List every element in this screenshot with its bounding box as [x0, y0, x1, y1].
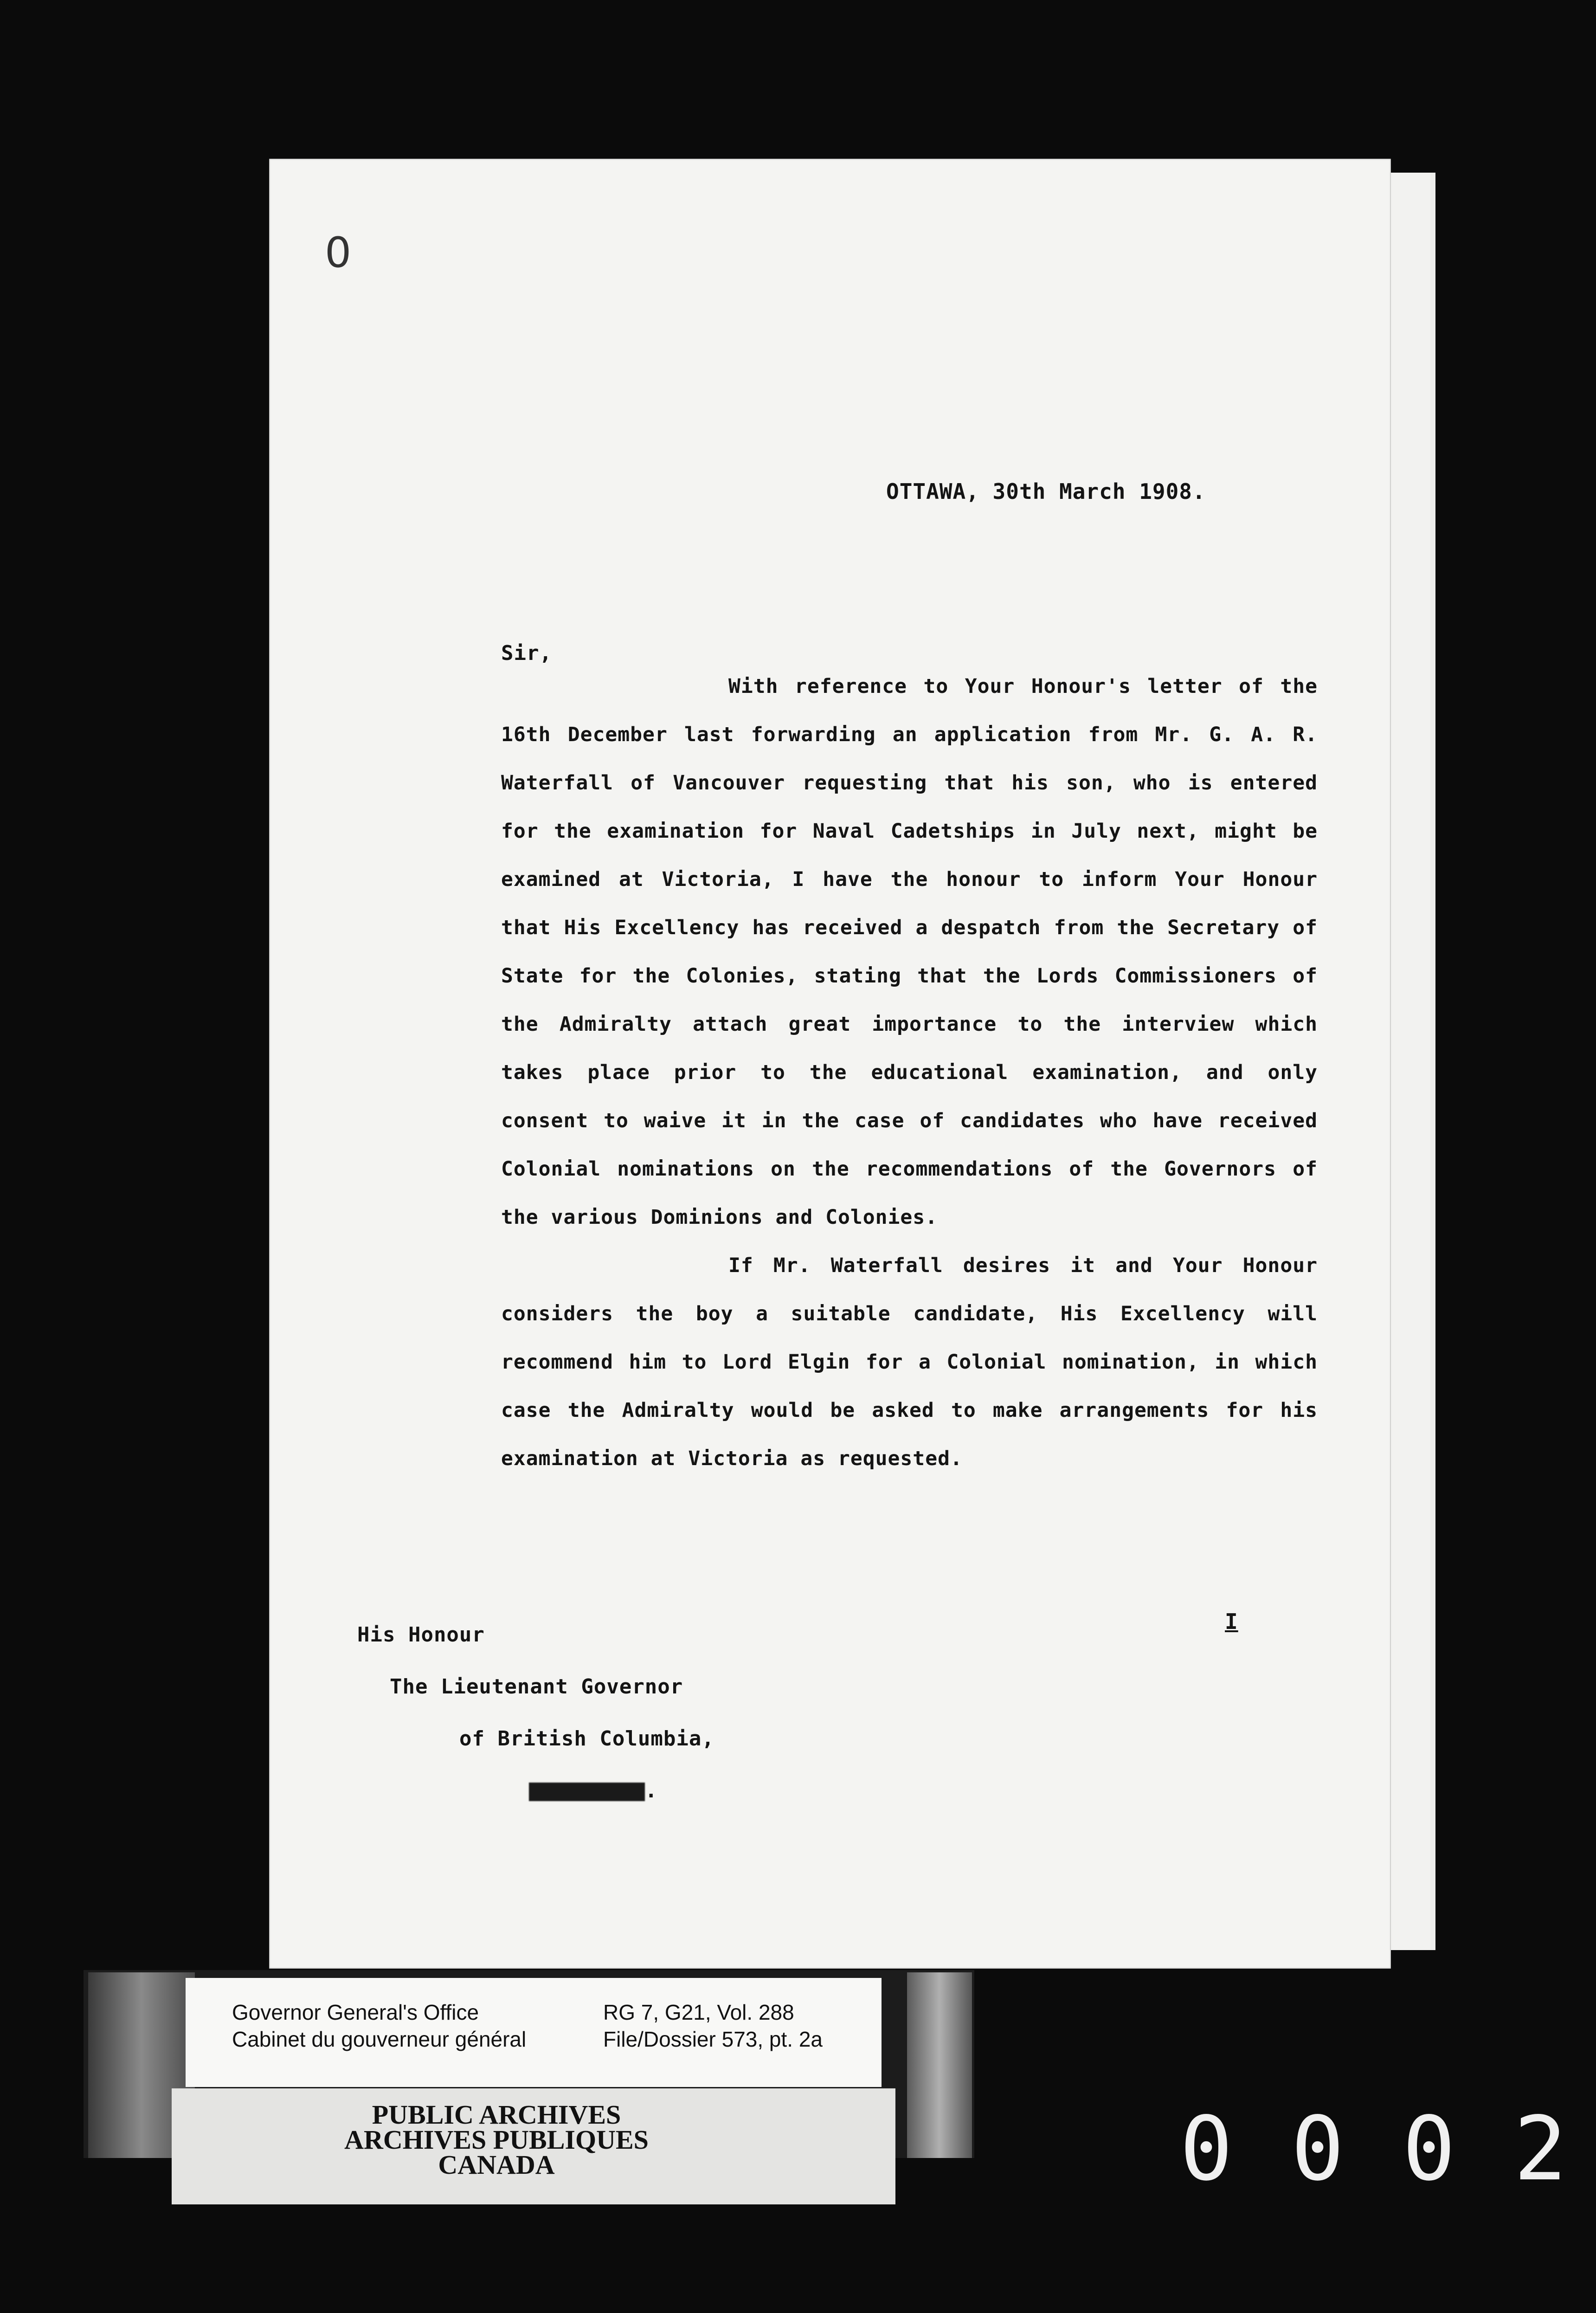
address-line-1: His Honour	[357, 1623, 485, 1647]
archives-fr: ARCHIVES PUBLIQUES	[344, 2125, 649, 2155]
salutation: Sir,	[501, 641, 552, 665]
signature-mark: I	[1225, 1609, 1238, 1634]
frame-number	[1151, 2098, 1567, 2200]
dateline: OTTAWA, 30th March 1908.	[886, 479, 1206, 504]
frame-digit-4: 2	[1513, 2098, 1567, 2200]
frame-digit-3: 0	[1402, 2098, 1456, 2200]
label-right-tab	[907, 1972, 972, 2158]
page-mark: 0	[325, 228, 352, 277]
record-group: RG 7, G21, Vol. 288	[603, 2000, 794, 2024]
address-line-4-suffix: .	[645, 1779, 658, 1803]
office-fr: Cabinet du gouverneur général	[232, 2027, 527, 2051]
archives-stamp	[172, 2088, 895, 2204]
archives-en: PUBLIC ARCHIVES	[372, 2100, 621, 2130]
file-dossier: File/Dossier 573, pt. 2a	[603, 2027, 823, 2051]
frame-digit-1: 0	[1179, 2098, 1233, 2200]
address-line-2: The Lieutenant Governor	[390, 1675, 683, 1699]
paragraph-2: If Mr. Waterfall desires it and Your Honour considers the boy a suitable candidate, His Excellency will recommend him to Lord Elgin for a Colonial nomination, in which case the Admiralty would be asked to make arrangements for his examination at Victoria as requested.	[501, 1254, 1318, 1470]
recipient-address	[357, 1609, 714, 1817]
letter-body	[501, 662, 1318, 1483]
redacted-word	[529, 1783, 645, 1801]
address-line-4	[357, 1765, 714, 1817]
letter-sheet	[269, 159, 1391, 1969]
address-line-3: of British Columbia,	[459, 1727, 714, 1751]
frame-digit-2: 0	[1291, 2098, 1345, 2200]
archives-country: CANADA	[438, 2150, 555, 2180]
archive-reference-label	[186, 1978, 882, 2087]
paragraph-1: With reference to Your Honour's letter of the 16th December last forwarding an application from Mr. G. A. R. Waterfall of Vancouver requesting that his son, who is entered for the examination for Naval Cadetships in July next, might be examined at Victoria, I have the honour to inform Your Honour that His Excellency has received a despatch from the Secretary of State for the Colonies, stating that the Lords Commissioners of the Admiralty attach great importance to the interview which takes place prior to the educational examination, and only consent to waive it in the case of candidates who have received Colonial nominations on the recommendations of the Governors of the various Dominions and Colonies.	[501, 675, 1318, 1229]
office-en: Governor General's Office	[232, 2000, 479, 2024]
